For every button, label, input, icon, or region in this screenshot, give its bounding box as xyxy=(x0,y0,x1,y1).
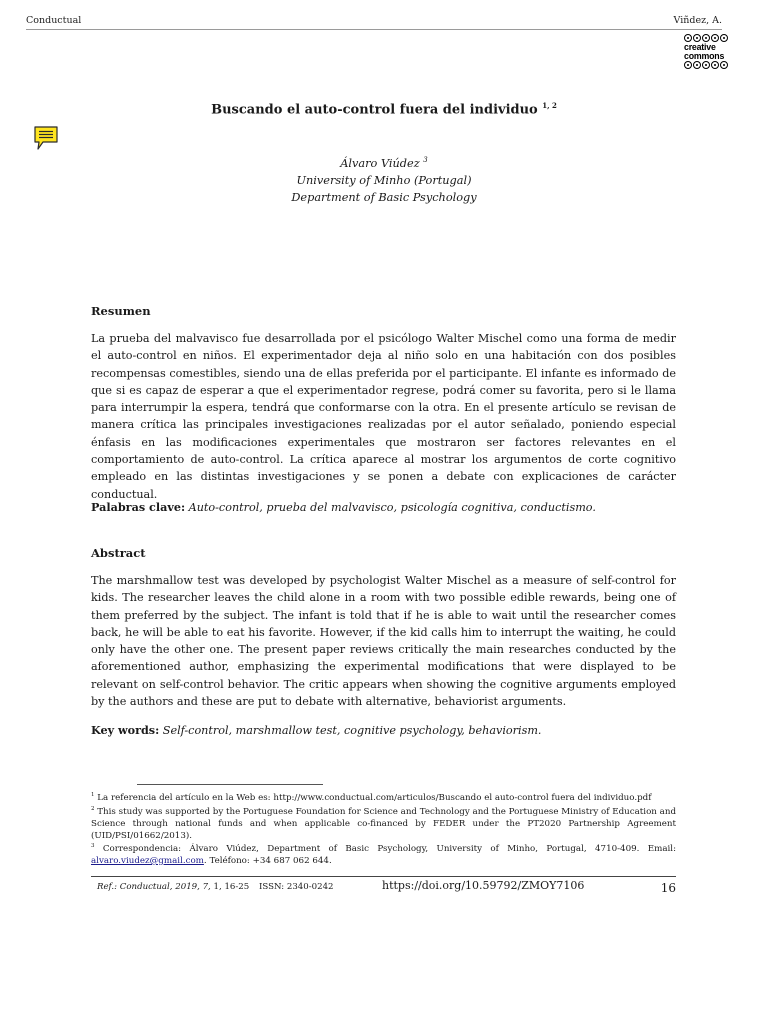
footnote-number: 2 xyxy=(91,806,95,812)
email-link[interactable]: alvaro.viudez@gmail.com xyxy=(91,855,204,866)
footnote-3 xyxy=(91,840,676,867)
abstract-heading: Abstract xyxy=(91,546,146,560)
abstract-keywords xyxy=(91,723,676,737)
abstract-body: The marshmallow test was developed by psychologist Walter Mischel as a measure of self-control for kids. The researcher leaves the child alone in a room with two possible edible rewards, being one of them preferred by the subject. The infant is told that if he is able to wait until the researcher comes back, he will be able to eat his favorite. However, if the kid calls him to interrupt the waiting, he could only have the other one. The present paper reviews critically the main researches conducted by the aforementioned author, emphasizing the experimental modifications that were displayed to be relevant on self-control behavior. The critic appears when showing the cognitive arguments employed by the authors and these are put to debate with alternative, behaviorist arguments. xyxy=(91,574,676,709)
footnote-1 xyxy=(91,789,676,804)
sa-icon xyxy=(720,61,728,69)
cc-text-commons: commons xyxy=(684,51,725,61)
author-running-head: Viñdez, A. xyxy=(673,15,722,26)
author-block xyxy=(0,152,768,206)
ref-journal: Conductual, 2019, 7, xyxy=(119,882,211,892)
footer-divider xyxy=(91,876,676,877)
creative-commons-logo xyxy=(684,34,734,70)
author-department: Department of Basic Psychology xyxy=(291,190,477,204)
author-name-line xyxy=(0,152,768,172)
nc-icon xyxy=(702,61,710,69)
journal-name: Conductual xyxy=(26,15,82,26)
cc-icon xyxy=(684,61,692,69)
footnote-2 xyxy=(91,803,676,842)
footnote-number: 3 xyxy=(91,843,95,849)
resumen-heading: Resumen xyxy=(91,304,151,318)
title-footnote-ref: 1, 2 xyxy=(542,101,557,110)
author-affiliation: University of Minho (Portugal) xyxy=(296,173,472,187)
keywords-list: Self-control, marshmallow test, cognitive psychology, behaviorism. xyxy=(162,724,542,737)
footnote-text: This study was supported by the Portuguese Foundation for Science and Technology and the Portuguese Ministry of Education and Science through national funds and when applicable co-financed by FEDER under the PT2020 Partnership Agreement (UID/PSI/01662/2013). xyxy=(91,806,676,841)
comment-annotation-icon[interactable] xyxy=(33,125,59,151)
cc-icons-top xyxy=(684,34,734,42)
cc-icons-bottom xyxy=(684,61,734,69)
ref-label: Ref.: xyxy=(97,882,118,892)
author-footnote-ref: 3 xyxy=(423,156,428,164)
page-footer xyxy=(91,878,676,896)
title-text: Buscando el auto-control fuera del individuo xyxy=(211,102,538,118)
footnote-divider xyxy=(137,784,323,785)
footer-reference xyxy=(97,882,249,892)
resumen-body: La prueba del malvavisco fue desarrollada por el psicólogo Walter Mischel como una forma de medir el auto-control en niños. El experimentador deja al niño solo en una habitación con dos posibles recompensas comestibles, siendo una de ellas preferida por el participante. El infante es informado de que si es capaz de esperar a que el experimentador regrese, podrá comer su favorita, pero si le llama para interrumpir la espera, tendrá que conformarse con la otra. En el presente artículo se revisan de manera crítica las principales investigaciones realizadas por el autor señalado, poniendo especial énfasis en las modificaciones experimentales que mostraron ser factores relevantes en el comportamiento de auto-control. La crítica aparece al mostrar los argumentos de corte cognitivo empleado en las distintas investigaciones y se ponen a debate con explicaciones de carácter conductual. xyxy=(91,332,676,501)
keywords-label: Key words: xyxy=(91,723,160,737)
footnote-text: La referencia del artículo en la Web es: http://www.conductual.com/articulos/Buscando el auto-control fuera del individuo.pdf xyxy=(97,792,652,803)
doi-link[interactable]: https://doi.org/10.59792/ZMOY7106 xyxy=(382,879,585,892)
keywords-list: Auto-control, prueba del malvavisco, psicología cognitiva, conductismo. xyxy=(188,501,596,514)
cc-text-creative: creative xyxy=(684,42,716,52)
nc-icon xyxy=(702,34,710,42)
running-head xyxy=(26,15,722,30)
keywords-label: Palabras clave: xyxy=(91,500,186,514)
footer-issn: ISSN: 2340-0242 xyxy=(259,882,334,892)
by-icon xyxy=(693,34,701,42)
by-icon xyxy=(693,61,701,69)
nd-icon xyxy=(711,61,719,69)
footnote-text-after: . Teléfono: +34 687 062 644. xyxy=(203,855,332,866)
author-name: Álvaro Viúdez xyxy=(340,156,420,170)
nd-icon xyxy=(711,34,719,42)
resumen-keywords xyxy=(91,500,676,514)
article-title xyxy=(0,101,768,117)
page-number: 16 xyxy=(660,881,676,895)
footnote-text: Correspondencia: Álvaro Viúdez, Department of Basic Psychology, University of Minho, Portugal, 4710-409. Email: xyxy=(102,843,677,854)
footnote-number: 1 xyxy=(91,792,95,798)
sa-icon xyxy=(720,34,728,42)
ref-pages: 1, 16-25 xyxy=(213,882,250,892)
cc-icon xyxy=(684,34,692,42)
